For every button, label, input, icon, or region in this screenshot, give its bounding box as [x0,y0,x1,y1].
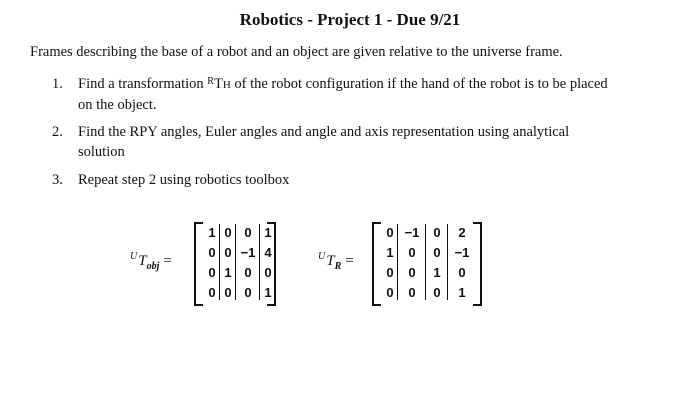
matrix-cell: 0 [264,265,272,280]
list-item [52,122,612,162]
equals-sign: = [163,253,172,269]
matrix-cell: 0 [458,265,466,280]
matrix-cell: 0 [433,225,441,240]
matrix-cell: 0 [433,245,441,260]
matrix-cell: 0 [408,245,416,260]
item-text [78,74,612,115]
left-bracket [372,222,381,306]
matrix-cell: 0 [244,225,252,240]
matrix-grid [204,223,276,303]
matrix-cell: 0 [386,285,394,300]
matrix [194,222,276,304]
matrix-cell: 2 [458,225,466,240]
matrix-cell: 4 [264,245,272,260]
matrix-cell: 0 [208,245,216,260]
page-title: Robotics - Project 1 - Due 9/21 [239,10,461,29]
matrix-cell: 0 [244,285,252,300]
equals-sign: = [345,253,354,269]
item-text-after: of the robot configuration if the hand of the robot is to be placed on the object. [78,76,608,113]
matrix-cell: −1 [404,225,420,240]
matrix-cell: 0 [244,265,252,280]
item-number: 2. [52,124,63,140]
matrix-cell: 0 [386,225,394,240]
transform-superscript: R [207,76,214,87]
matrix-cell: 0 [208,265,216,280]
matrix-cell: 1 [264,285,272,300]
matrix-cell: 1 [208,225,216,240]
matrix-cell: −1 [240,245,256,260]
matrix-cell: 0 [408,265,416,280]
lhs-superscript: U [130,251,138,262]
left-bracket [194,222,203,306]
item-number: 3. [52,172,63,188]
item-text: Find the RPY angles, Euler angles and angle and axis representation using analytical solution [78,124,570,160]
list-item [52,170,612,190]
matrix-grid [382,223,476,303]
equation-lhs [318,253,354,270]
intro-paragraph: Frames describing the base of a robot and an object are given relative to the universe frame. [30,44,563,60]
matrix [372,222,482,304]
matrix-cell: 1 [386,245,394,260]
matrix-cell: 0 [408,285,416,300]
list-item [52,74,612,115]
matrix-cell: 0 [224,225,232,240]
right-bracket [473,222,482,306]
matrix-cell: 1 [264,225,272,240]
matrix-cell: 0 [224,245,232,260]
equation-lhs [130,253,172,270]
lhs-symbol: T [326,253,335,269]
lhs-symbol: T [138,253,147,269]
matrix-cell: 0 [224,285,232,300]
matrix-cell: −1 [454,245,470,260]
lhs-superscript: U [318,251,326,262]
matrix-cell: 1 [458,285,466,300]
matrix-cell: 1 [224,265,232,280]
matrix-cell: 1 [433,265,441,280]
matrix-cell: 0 [208,285,216,300]
transform-symbol: T [213,76,223,92]
item-number: 1. [52,76,63,92]
right-bracket [267,222,276,306]
item-text: Repeat step 2 using robotics toolbox [78,172,290,188]
lhs-subscript: R [334,261,342,272]
matrix-cell: 0 [386,265,394,280]
lhs-subscript: obj [146,261,160,272]
matrix-cell: 0 [433,285,441,300]
item-text-before: Find a transformation [78,76,208,92]
transform-subscript: H [222,79,231,91]
